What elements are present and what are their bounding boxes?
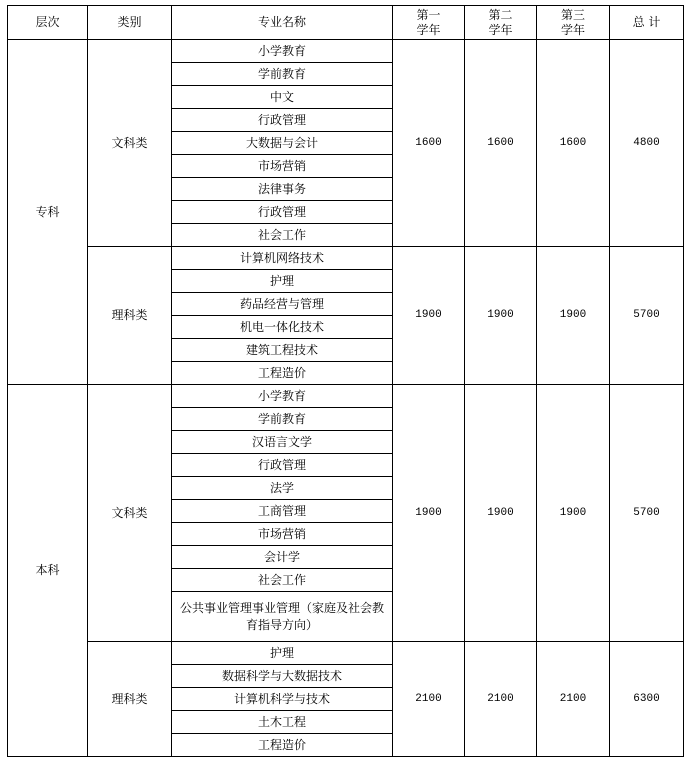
category-cell: 理科类 — [88, 642, 172, 757]
major-cell: 会计学 — [172, 546, 393, 569]
header-major: 专业名称 — [172, 6, 393, 40]
major-cell: 护理 — [172, 642, 393, 665]
major-cell: 学前教育 — [172, 408, 393, 431]
major-cell: 行政管理 — [172, 109, 393, 132]
header-level: 层次 — [8, 6, 88, 40]
table-row — [8, 247, 684, 270]
major-cell: 药品经营与管理 — [172, 293, 393, 316]
major-cell: 市场营销 — [172, 523, 393, 546]
major-cell: 行政管理 — [172, 201, 393, 224]
total-fee: 6300 — [610, 642, 684, 757]
category-cell: 理科类 — [88, 247, 172, 385]
year1-fee: 1600 — [393, 40, 465, 247]
major-cell: 汉语言文学 — [172, 431, 393, 454]
level-cell: 专科 — [8, 40, 88, 385]
total-fee: 5700 — [610, 247, 684, 385]
major-cell: 公共事业管理事业管理（家庭及社会教育指导方向） — [172, 592, 393, 642]
year1-fee: 1900 — [393, 385, 465, 642]
major-cell: 大数据与会计 — [172, 132, 393, 155]
major-cell: 社会工作 — [172, 224, 393, 247]
table-row — [8, 385, 684, 408]
year2-fee: 2100 — [465, 642, 537, 757]
major-cell: 机电一体化技术 — [172, 316, 393, 339]
year3-fee: 1900 — [537, 385, 610, 642]
major-cell: 数据科学与大数据技术 — [172, 665, 393, 688]
year2-fee: 1900 — [465, 385, 537, 642]
table-row — [8, 642, 684, 665]
header-year3: 第三 学年 — [537, 6, 610, 40]
major-cell: 工商管理 — [172, 500, 393, 523]
year3-fee: 1600 — [537, 40, 610, 247]
year3-fee: 1900 — [537, 247, 610, 385]
major-cell: 护理 — [172, 270, 393, 293]
category-cell: 文科类 — [88, 40, 172, 247]
table-row — [8, 40, 684, 63]
category-cell: 文科类 — [88, 385, 172, 642]
major-cell: 工程造价 — [172, 734, 393, 757]
major-cell: 计算机科学与技术 — [172, 688, 393, 711]
major-cell: 计算机网络技术 — [172, 247, 393, 270]
major-cell: 小学教育 — [172, 385, 393, 408]
year1-fee: 2100 — [393, 642, 465, 757]
total-fee: 5700 — [610, 385, 684, 642]
major-cell: 社会工作 — [172, 569, 393, 592]
major-cell: 土木工程 — [172, 711, 393, 734]
major-cell: 市场营销 — [172, 155, 393, 178]
major-cell: 中文 — [172, 86, 393, 109]
header-total: 总 计 — [610, 6, 684, 40]
major-cell: 小学教育 — [172, 40, 393, 63]
header-category: 类别 — [88, 6, 172, 40]
major-cell: 行政管理 — [172, 454, 393, 477]
tuition-table — [7, 5, 684, 757]
header-year1: 第一 学年 — [393, 6, 465, 40]
total-fee: 4800 — [610, 40, 684, 247]
major-cell: 法学 — [172, 477, 393, 500]
year3-fee: 2100 — [537, 642, 610, 757]
major-cell: 建筑工程技术 — [172, 339, 393, 362]
year1-fee: 1900 — [393, 247, 465, 385]
year2-fee: 1900 — [465, 247, 537, 385]
header-row — [8, 6, 684, 40]
year2-fee: 1600 — [465, 40, 537, 247]
major-cell: 法律事务 — [172, 178, 393, 201]
major-cell: 学前教育 — [172, 63, 393, 86]
major-cell: 工程造价 — [172, 362, 393, 385]
header-year2: 第二 学年 — [465, 6, 537, 40]
level-cell: 本科 — [8, 385, 88, 757]
